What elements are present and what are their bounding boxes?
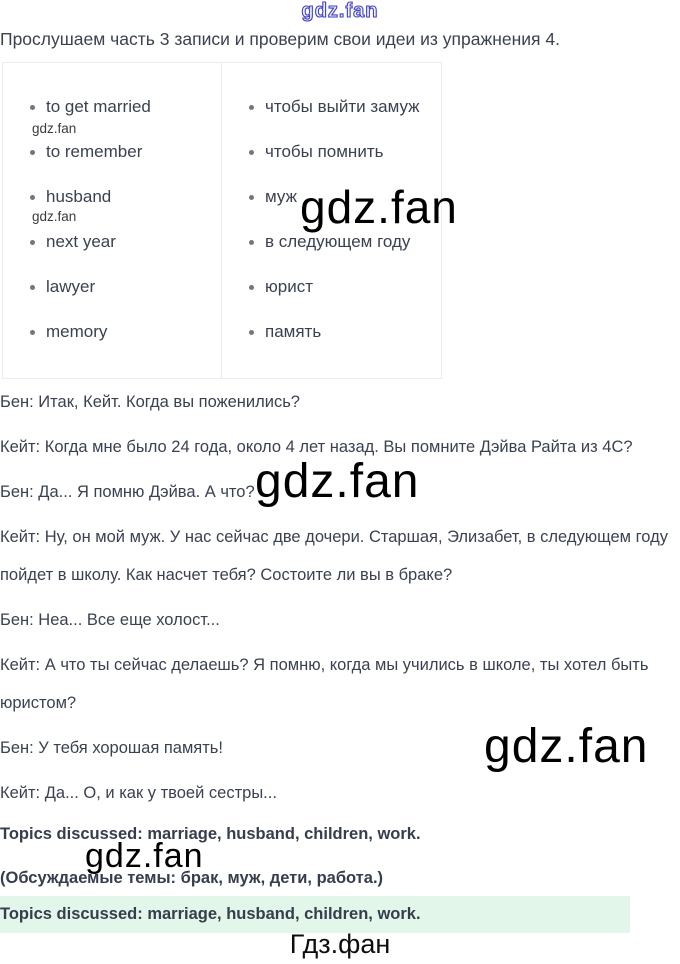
dialogue-line: Кейт: Ну, он мой муж. У нас сейчас две дочери. Старшая, Элизабет, в следующем году пойдет в школу. Как насчет тебя? Состоите ли вы в браке?: [0, 528, 668, 584]
watermark-small: gdz.fan: [32, 121, 77, 136]
bullet-icon: [249, 105, 254, 110]
bullet-icon: [30, 195, 35, 200]
vocab-item: [222, 320, 441, 344]
vocab-item: [222, 95, 441, 119]
vocab-item-label: to remember: [46, 142, 143, 161]
vocab-item-label: чтобы помнить: [265, 142, 384, 161]
vocab-item: [3, 320, 221, 344]
vocab-item-label: память: [265, 322, 322, 341]
dialogue-line: Кейт: А что ты сейчас делаешь? Я помню, когда мы учились в школе, ты хотел быть юристом?: [0, 656, 649, 712]
bullet-icon: [30, 240, 35, 245]
vocab-item: [222, 140, 441, 164]
dialogue-line: Бен: Неа... Все еще холост...: [0, 611, 220, 629]
dialogue-line: Бен: У тебя хорошая память!: [0, 739, 223, 757]
topics-discussed-english: Topics discussed: marriage, husband, children, work.: [0, 825, 421, 843]
watermark-small: gdz.fan: [32, 209, 77, 224]
bullet-icon: [30, 330, 35, 335]
watermark-large: gdz.fan: [255, 455, 420, 508]
bullet-icon: [30, 150, 35, 155]
bullet-icon: [249, 150, 254, 155]
vocab-item-label: юрист: [265, 277, 313, 296]
vocab-item-label: next year: [46, 232, 116, 251]
bullet-icon: [30, 105, 35, 110]
dialogue-line: Кейт: Да... О, и как у твоей сестры...: [0, 784, 277, 802]
vocab-item: [3, 95, 221, 119]
topics-highlighted-label: Topics discussed: marriage, husband, children, work.: [0, 905, 421, 923]
bullet-icon: [249, 330, 254, 335]
vocab-item-label: в следующем году: [265, 232, 411, 251]
vocab-item-label: чтобы выйти замуж: [265, 97, 420, 116]
vocab-item: [3, 140, 221, 164]
bullet-icon: [249, 285, 254, 290]
vocab-item-label: husband: [46, 187, 112, 206]
vocab-item: [3, 275, 221, 299]
topics-discussed-russian: (Обсуждаемые темы: брак, муж, дети, работа.): [0, 869, 384, 887]
dialogue-line: Бен: Да... Я помню Дэйва. А что?: [0, 483, 255, 501]
dialogue-line: Бен: Итак, Кейт. Когда вы поженились?: [0, 393, 300, 411]
vocab-item: [222, 230, 441, 254]
intro-text: Прослушаем часть 3 записи и проверим свои идеи из упражнения 4.: [0, 29, 560, 49]
watermark-top: gdz.fan: [301, 0, 379, 22]
bullet-icon: [249, 195, 254, 200]
watermark-large: gdz.fan: [85, 837, 204, 875]
vocab-item: [3, 230, 221, 254]
vocab-item-label: lawyer: [46, 277, 96, 296]
bullet-icon: [249, 240, 254, 245]
vocab-item-label: memory: [46, 322, 108, 341]
vocab-item-label: муж: [265, 187, 297, 206]
watermark-large: gdz.fan: [300, 181, 458, 233]
watermark-large: gdz.fan: [484, 720, 649, 773]
vocab-item-label: to get married: [46, 97, 151, 116]
footer-brand: Гдз.фан: [289, 929, 391, 959]
vocab-item: [222, 275, 441, 299]
bullet-icon: [30, 285, 35, 290]
dialogue-line: Кейт: Когда мне было 24 года, около 4 лет назад. Вы помните Дэйва Райта из 4C?: [0, 438, 633, 456]
vocab-item: [3, 185, 221, 209]
